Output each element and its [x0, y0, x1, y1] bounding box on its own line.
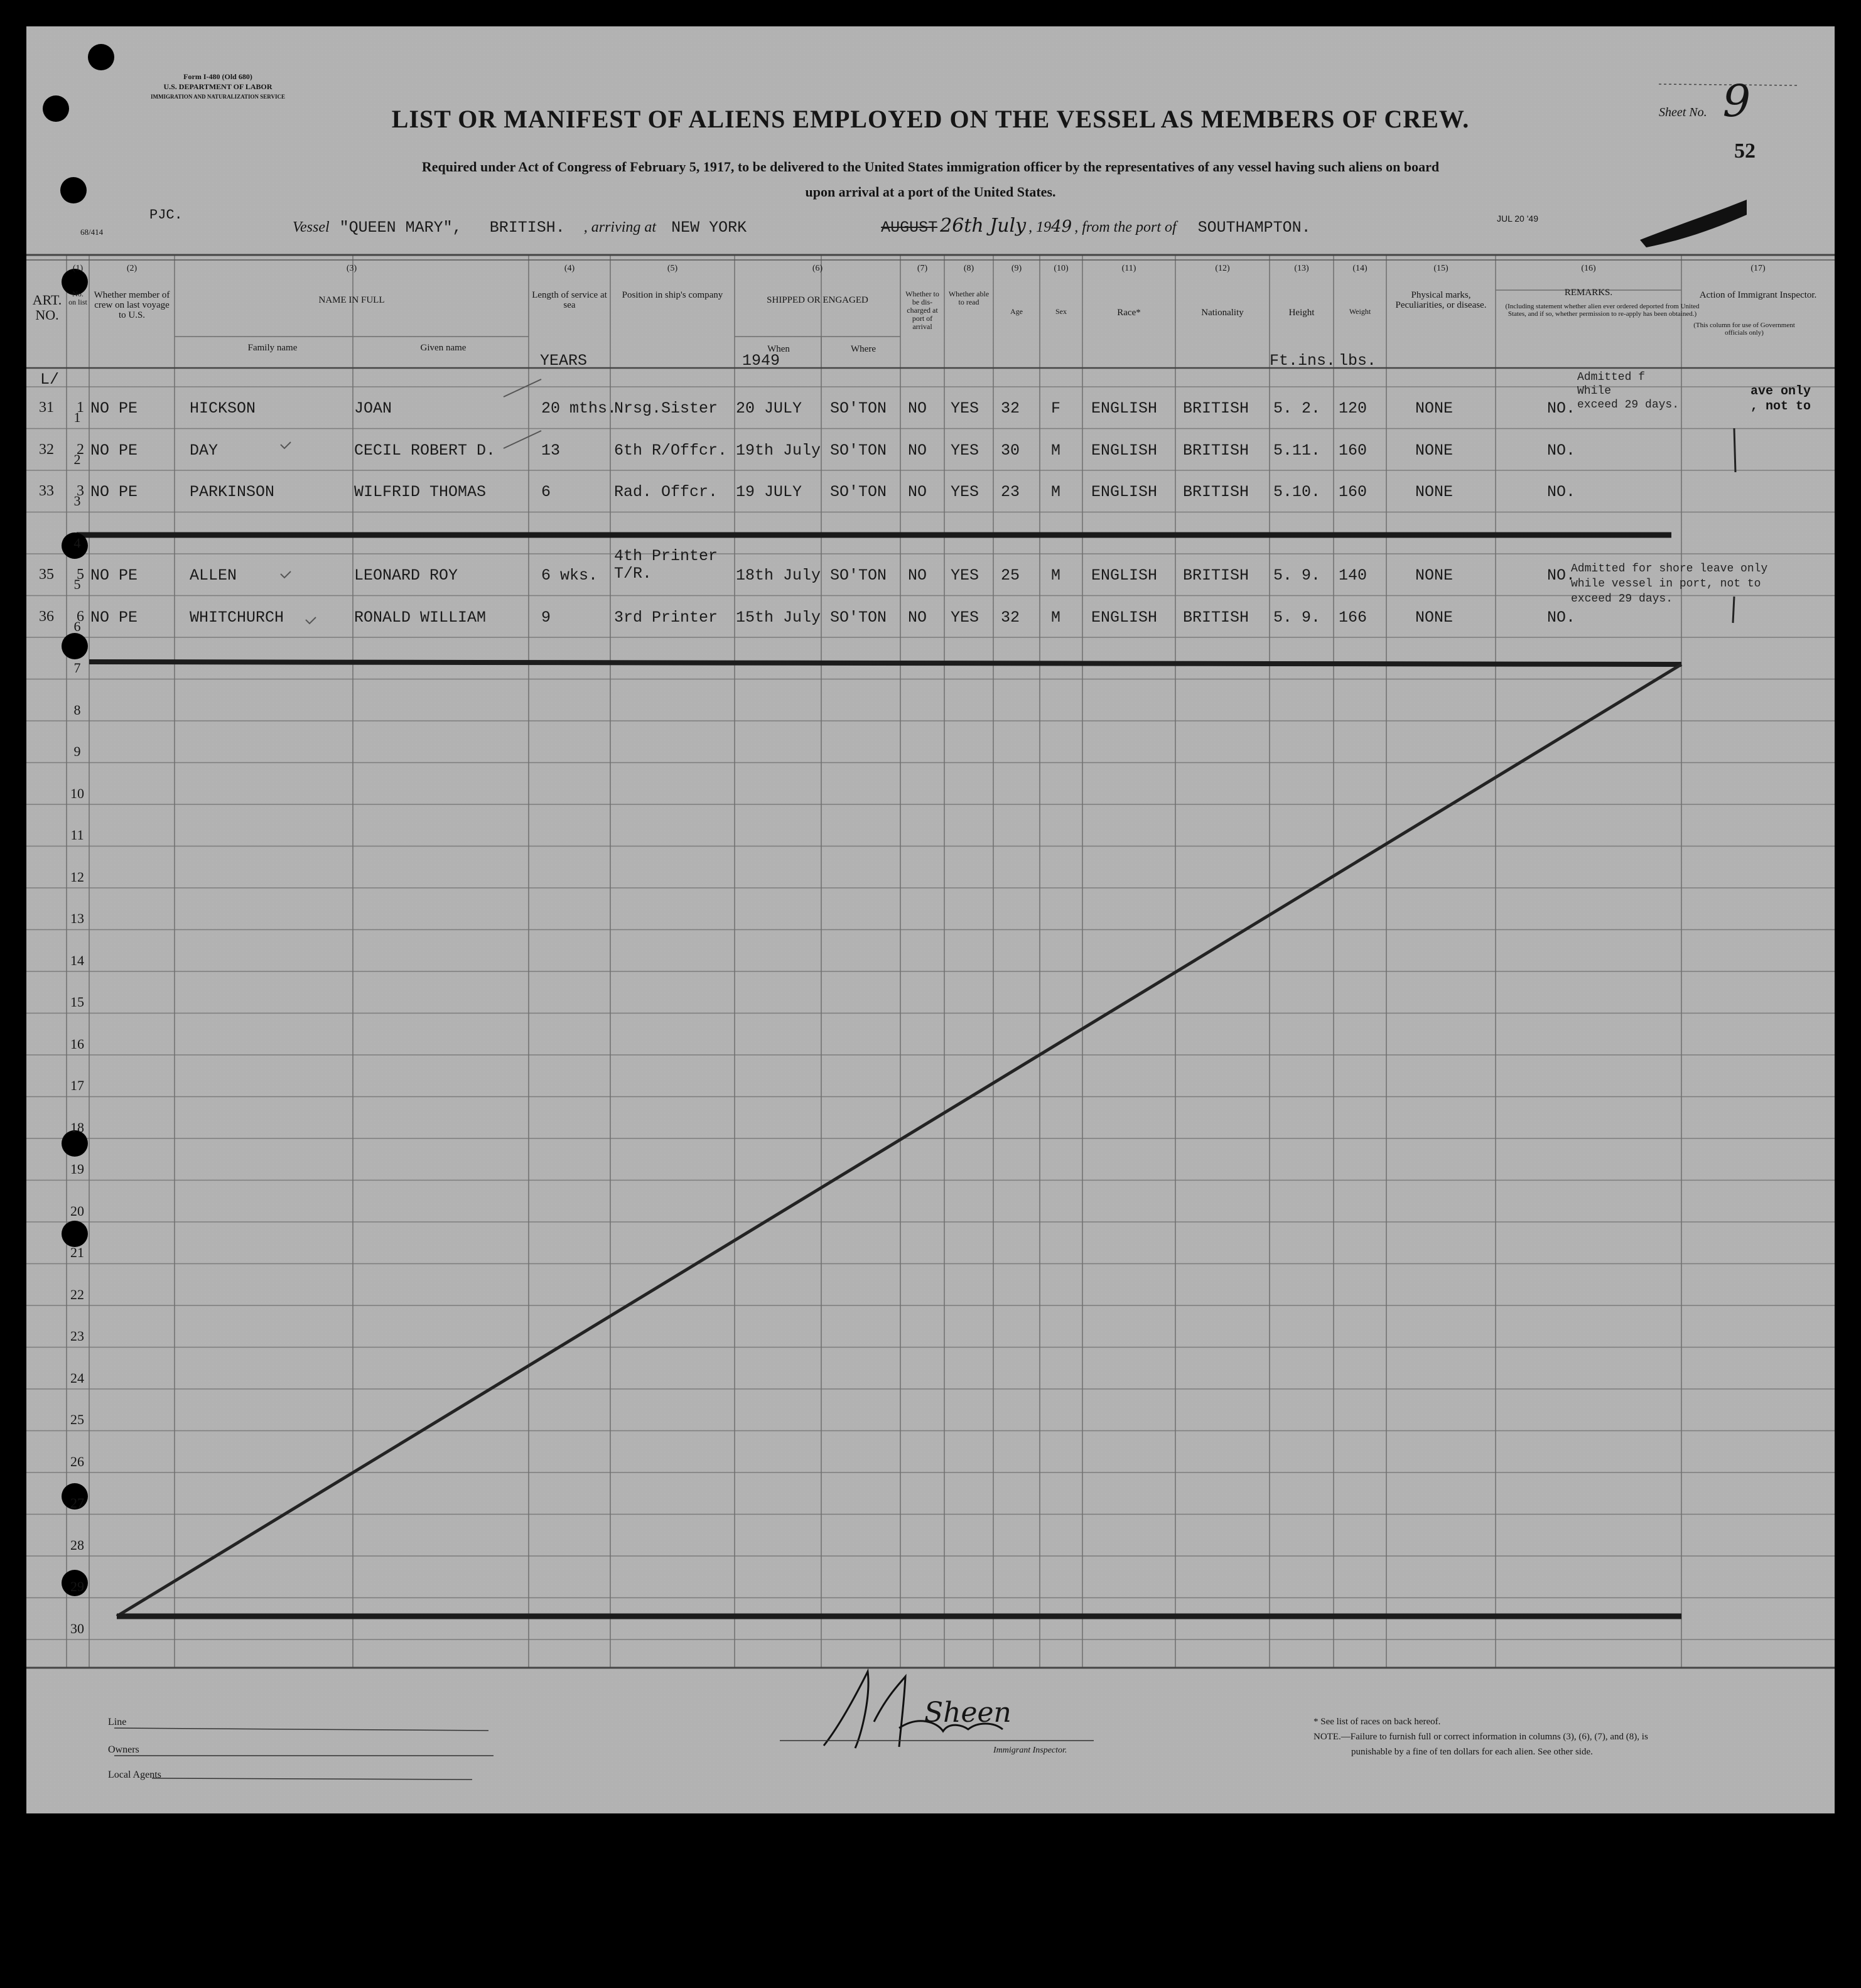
- column-header-13: Height: [1288, 308, 1315, 318]
- vessel-label: Vessel: [293, 219, 330, 235]
- row-5-no: 6: [77, 608, 84, 625]
- row-2-service: 13: [541, 441, 561, 460]
- line-number-26: 26: [70, 1453, 84, 1469]
- line-number-8: 8: [73, 701, 81, 718]
- service-name: IMMIGRATION AND NATURALIZATION SERVICE: [151, 94, 285, 100]
- column-header-9: Age: [1010, 307, 1023, 316]
- row-2-where: SO'TON: [830, 441, 887, 460]
- row-5-read: YES: [951, 608, 979, 627]
- art-no-header: ART. NO.: [32, 292, 62, 323]
- row-1-discharged: NO: [908, 399, 927, 418]
- row-5-when: 15th July: [736, 608, 821, 627]
- line-number-23: 23: [70, 1328, 84, 1344]
- row-3-position: Rad. Offcr.: [614, 483, 718, 501]
- column-header-7: Whether to be dis-charged at port of arrival: [905, 289, 939, 331]
- column-number-11: (11): [1121, 264, 1136, 273]
- vessel-line: [293, 215, 1611, 237]
- column-header-15: Physical marks, Peculiarities, or disease.: [1395, 290, 1487, 310]
- row-2-remarks: NO.: [1547, 441, 1576, 460]
- row-1-given: JOAN: [354, 399, 392, 418]
- stamp1-line-d: ave only: [1750, 384, 1811, 399]
- column-number-16: (16): [1581, 264, 1596, 273]
- row-1-race: ENGLISH: [1091, 399, 1158, 418]
- row-3-discharged: NO: [908, 483, 927, 501]
- stamp1-line-a: Admitted f: [1577, 371, 1646, 384]
- row-5-remarks: NO.: [1547, 608, 1576, 627]
- row-5-height: 5. 9.: [1273, 608, 1321, 627]
- arrival-port: NEW YORK: [671, 219, 747, 237]
- row-5-age: 32: [1001, 608, 1020, 627]
- column-header-14: Weight: [1349, 307, 1371, 316]
- line-number-25: 25: [70, 1412, 84, 1427]
- column-number-15: (15): [1433, 264, 1448, 273]
- column-header-17: Action of Immigrant Inspector.: [1699, 290, 1817, 300]
- page-title: LIST OR MANIFEST OF ALIENS EMPLOYED ON THE VESSEL AS MEMBERS OF CREW.: [391, 105, 1470, 133]
- row-3-read: YES: [951, 483, 979, 501]
- row-3-prev: NO PE: [90, 483, 138, 501]
- column-header-8: Whether able to read: [948, 289, 990, 306]
- row-2-family: DAY: [190, 441, 218, 460]
- line-number-27: 27: [70, 1495, 84, 1511]
- handwritten-date: 26th July: [940, 215, 1027, 237]
- row-2-prev: NO PE: [90, 441, 138, 460]
- stamp2-line-b: while vessel in port, not to: [1571, 578, 1761, 590]
- line-number-28: 28: [70, 1537, 84, 1553]
- column-header-3: NAME IN FULL: [318, 295, 385, 305]
- struck-date: AUGUST: [881, 219, 938, 237]
- column-header-6: SHIPPED OR ENGAGED: [767, 295, 868, 305]
- subtitle-line-1: Required under Act of Congress of February 5, 1917, to be delivered to the United States immigration officer by the representatives of any vessel having such aliens on board: [421, 159, 1440, 175]
- row-4-height: 5. 9.: [1273, 566, 1321, 585]
- line-number-20: 20: [70, 1202, 84, 1219]
- line-number-1: 1: [73, 409, 81, 425]
- vessel-name: "QUEEN MARY",: [339, 219, 462, 237]
- row-1-position: Nrsg.Sister: [614, 399, 718, 418]
- row-5-marks: NONE: [1415, 608, 1454, 627]
- row-4-prev: NO PE: [90, 566, 138, 585]
- row-4-weight: 140: [1339, 566, 1367, 585]
- shore-leave-stamp-2: [1571, 561, 1767, 607]
- subtitle-line-2: upon arrival at a port of the United States.: [805, 184, 1056, 200]
- column-header-16: REMARKS.: [1564, 288, 1613, 298]
- penalty-note-2: punishable by a fine of ten dollars for each alien. See other side.: [1351, 1747, 1593, 1757]
- row-1-remarks: NO.: [1547, 399, 1576, 418]
- column-number-17: (17): [1750, 264, 1766, 273]
- row-2-no: 2: [77, 441, 84, 458]
- row-2-sex: M: [1051, 441, 1061, 460]
- action-note: (This column for use of Government officials only): [1693, 321, 1795, 337]
- column-number-3: (3): [346, 264, 357, 273]
- row-1-read: YES: [951, 399, 979, 418]
- shipped-when-header: When: [767, 344, 790, 354]
- row-4-no: 5: [77, 566, 84, 583]
- row-3-remarks: NO.: [1547, 483, 1576, 501]
- row-3-marks: NONE: [1415, 483, 1454, 501]
- row-3-service: 6: [541, 483, 551, 501]
- row-3-given: WILFRID THOMAS: [354, 483, 487, 501]
- department-name: U.S. DEPARTMENT OF LABOR: [163, 82, 272, 91]
- row-3-family: PARKINSON: [190, 483, 275, 501]
- row-3-art: 33: [39, 483, 54, 499]
- manifest-sheet: [26, 26, 1835, 1813]
- stamp1-line-b: While: [1577, 385, 1612, 397]
- column-header-4: Length of service at sea: [532, 290, 607, 310]
- sheet-label: Sheet No.: [1659, 105, 1707, 119]
- row-4-position: 4th Printer T/R.: [614, 547, 718, 583]
- column-header-5: Position in ship's company: [622, 290, 723, 300]
- strike-line-7: [89, 662, 1681, 664]
- row-4-where: SO'TON: [830, 566, 887, 585]
- row-3-no: 3: [77, 483, 84, 499]
- row-1-marks: NONE: [1415, 399, 1454, 418]
- inspector-signature: Sheen: [924, 1697, 1011, 1729]
- line-number-24: 24: [70, 1369, 84, 1386]
- column-number-7: (7): [917, 264, 928, 273]
- row-3-where: SO'TON: [830, 483, 887, 501]
- row-3-sex: M: [1051, 483, 1061, 501]
- line-number-12: 12: [70, 868, 84, 885]
- given-name-header: Given name: [420, 343, 467, 353]
- column-number-14: (14): [1352, 264, 1367, 273]
- line-number-5: 5: [73, 576, 81, 592]
- column-header-11: Race*: [1117, 308, 1141, 318]
- row-4-given: LEONARD ROY: [354, 566, 458, 585]
- row-2-given: CECIL ROBERT D.: [354, 441, 496, 460]
- row-1-when: 20 JULY: [736, 399, 802, 418]
- row-1-nationality: BRITISH: [1183, 399, 1249, 418]
- punch-hole-6: [62, 633, 88, 659]
- line-number-14: 14: [70, 952, 84, 968]
- stamp2-line-c: exceed 29 days.: [1571, 593, 1673, 605]
- row-4-sex: M: [1051, 566, 1061, 585]
- row-4-age: 25: [1001, 566, 1020, 585]
- line-label: Line: [108, 1717, 127, 1727]
- row-5-discharged: NO: [908, 608, 927, 627]
- row-3-height: 5.10.: [1273, 483, 1321, 501]
- row-5-art: 36: [39, 608, 54, 625]
- row-1-sex: F: [1051, 399, 1061, 418]
- column-header-2: Whether member of crew on last voyage to U.S.: [94, 290, 170, 320]
- row-1-no: 1: [77, 399, 84, 416]
- races-note: * See list of races on back hereof.: [1313, 1717, 1441, 1727]
- row-2-weight: 160: [1339, 441, 1367, 460]
- line-number-29: 29: [70, 1579, 84, 1594]
- row-5-where: SO'TON: [830, 608, 887, 627]
- row-4-when: 18th July: [736, 566, 821, 585]
- sheet-number: 9: [1722, 75, 1751, 127]
- row-4-nationality: BRITISH: [1183, 566, 1249, 585]
- column-number-6: (6): [812, 264, 823, 273]
- column-number-8: (8): [963, 264, 974, 273]
- line-number-17: 17: [70, 1078, 84, 1093]
- row-2-when: 19th July: [736, 441, 821, 460]
- penalty-note-1: NOTE.—Failure to furnish full or correct information in columns (3), (6), (7), and (8), is: [1313, 1732, 1648, 1742]
- year-prefix: , 19: [1028, 219, 1052, 235]
- shore-leave-stamp-1-right: [1750, 384, 1811, 414]
- row-1-art: 31: [39, 399, 54, 416]
- row-1-height: 5. 2.: [1273, 399, 1321, 418]
- row-1-prev: NO PE: [90, 399, 138, 418]
- row-3-weight: 160: [1339, 483, 1367, 501]
- line-number-2: 2: [73, 451, 81, 467]
- line-number-21: 21: [70, 1245, 84, 1260]
- page-number: 52: [1734, 139, 1756, 163]
- column-number-2: (2): [126, 264, 138, 273]
- row-5-prev: NO PE: [90, 608, 138, 627]
- row-5-sex: M: [1051, 608, 1061, 627]
- line-number-6: 6: [73, 618, 81, 634]
- line-number-7: 7: [73, 660, 81, 676]
- row-4-race: ENGLISH: [1091, 566, 1158, 585]
- row-2-position: 6th R/Offcr.: [614, 441, 728, 460]
- line-number-9: 9: [73, 743, 81, 759]
- row-2-age: 30: [1001, 441, 1020, 460]
- row-4-read: YES: [951, 566, 979, 585]
- form-code: 68/414: [80, 227, 104, 237]
- year-suffix: 49: [1051, 217, 1072, 236]
- column-number-10: (10): [1054, 264, 1069, 273]
- stamp2-line-a: Admitted for shore leave only: [1571, 563, 1768, 575]
- line-number-15: 15: [70, 994, 84, 1010]
- row-5-given: RONALD WILLIAM: [354, 608, 487, 627]
- row-3-race: ENGLISH: [1091, 483, 1158, 501]
- owners-label: Owners: [108, 1744, 139, 1755]
- line-number-10: 10: [70, 785, 84, 801]
- departure-port: SOUTHAMPTON.: [1197, 219, 1311, 237]
- initials: PJC.: [149, 207, 183, 223]
- row-2-nationality: BRITISH: [1183, 441, 1249, 460]
- punch-hole-8: [62, 1221, 88, 1247]
- stamp1-line-e: , not to: [1750, 399, 1811, 414]
- line-number-4: 4: [73, 534, 81, 551]
- row-4-marks: NONE: [1415, 566, 1454, 585]
- form-number: Form I-480 (Old 680): [183, 72, 252, 81]
- line-number-22: 22: [70, 1286, 84, 1302]
- column-header-1: No. on list: [68, 289, 87, 306]
- line-number-30: 30: [70, 1620, 84, 1636]
- line-number-13: 13: [70, 910, 84, 926]
- remarks-note: (Including statement whether alien ever ordered deported from United States, and if so, whether permission to re-apply has been obtained.): [1505, 303, 1700, 318]
- row-3-when: 19 JULY: [736, 483, 802, 501]
- row-1-family: HICKSON: [190, 399, 256, 418]
- column-number-12: (12): [1215, 264, 1230, 273]
- line-number-3: 3: [73, 493, 81, 509]
- row-5-service: 9: [541, 608, 551, 627]
- column-number-9: (9): [1011, 264, 1022, 273]
- shore-leave-stamp-1: [1577, 370, 1679, 412]
- arriving-label: , arriving at: [583, 219, 657, 235]
- row-3-age: 23: [1001, 483, 1020, 501]
- column-number-5: (5): [667, 264, 678, 273]
- row-4-remarks: NO.: [1547, 566, 1576, 585]
- form-identifier: [121, 72, 315, 102]
- row-1-where: SO'TON: [830, 399, 887, 418]
- row-1-weight: 120: [1339, 399, 1367, 418]
- row-2-race: ENGLISH: [1091, 441, 1158, 460]
- weight-unit-note: lbs.: [1339, 352, 1377, 370]
- row-2-read: YES: [951, 441, 979, 460]
- row-1-service: 20 mths.: [541, 399, 617, 418]
- row-1-age: 32: [1001, 399, 1020, 418]
- row-3-nationality: BRITISH: [1183, 483, 1249, 501]
- column-number-4: (4): [564, 264, 575, 273]
- row-2-art: 32: [39, 441, 54, 458]
- row-2-marks: NONE: [1415, 441, 1454, 460]
- diagonal-strike: [117, 664, 1681, 1616]
- date-stamp: JUL 20 '49: [1497, 213, 1538, 224]
- row-2-height: 5.11.: [1273, 441, 1321, 460]
- row-5-race: ENGLISH: [1091, 608, 1158, 627]
- family-name-header: Family name: [247, 343, 298, 353]
- line-number-19: 19: [70, 1161, 84, 1177]
- punch-hole-1: [88, 44, 114, 70]
- row-4-art: 35: [39, 566, 54, 583]
- line-number-16: 16: [70, 1035, 84, 1052]
- row-5-nationality: BRITISH: [1183, 608, 1249, 627]
- row-4-service: 6 wks.: [541, 566, 598, 585]
- years-note: YEARS: [540, 352, 588, 370]
- shipped-where-header: Where: [851, 344, 876, 354]
- row-4-family: ALLEN: [190, 566, 237, 585]
- local-agents-label: Local Agents: [108, 1769, 161, 1780]
- row-5-family: WHITCHURCH: [190, 608, 284, 627]
- stamp1-line-c: exceed 29 days.: [1577, 399, 1680, 411]
- row-4-discharged: NO: [908, 566, 927, 585]
- row-5-weight: 166: [1339, 608, 1367, 627]
- column-number-13: (13): [1294, 264, 1309, 273]
- row-5-position: 3rd Printer: [614, 608, 718, 627]
- height-unit-note: Ft.ins.: [1270, 352, 1336, 370]
- vessel-flag: BRITISH.: [489, 219, 565, 237]
- line-number-18: 18: [70, 1119, 84, 1135]
- inspector-label: Immigrant Inspector.: [993, 1746, 1067, 1755]
- from-port-label: , from the port of: [1074, 219, 1177, 235]
- column-header-12: Nationality: [1201, 308, 1244, 318]
- year-1949-note: 1949: [742, 352, 780, 370]
- column-header-10: Sex: [1055, 307, 1067, 316]
- art-prefix: L/: [40, 370, 60, 389]
- column-number-1: (1): [72, 264, 84, 273]
- line-number-11: 11: [70, 827, 84, 843]
- row-2-discharged: NO: [908, 441, 927, 460]
